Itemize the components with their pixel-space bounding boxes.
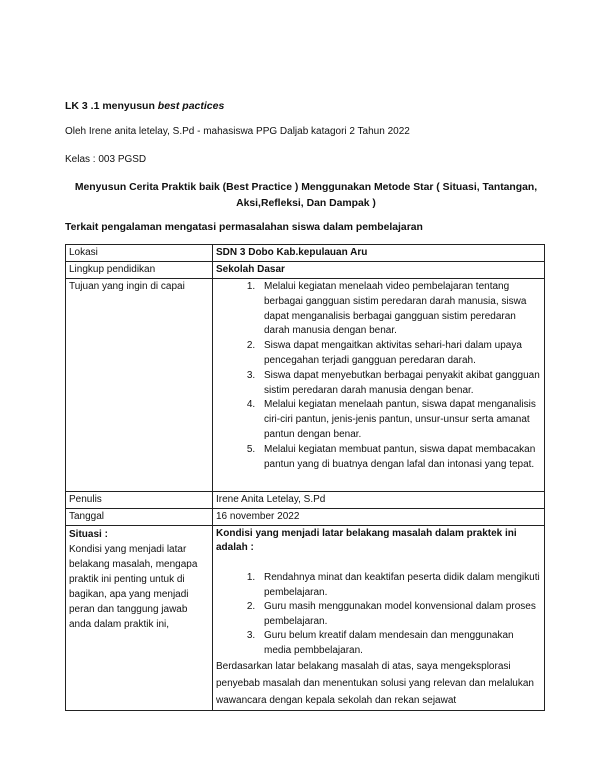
situasi-intro: Kondisi yang menjadi latar belakang masalah dalam praktek ini adalah : [216,528,517,554]
lokasi-value: SDN 3 Dobo Kab.kepulauan Aru [213,245,545,262]
situasi-item: 1. Rendahnya minat dan keaktifan peserta didik dalam mengikuti pembelajaran. [258,571,541,600]
tanggal-value: 16 november 2022 [213,509,545,526]
lingkup-value: Sekolah Dasar [213,262,545,279]
lokasi-label: Lokasi [66,245,213,262]
table-row-penulis [66,492,545,509]
tujuan-item: 4. Melalui kegiatan menelaah pantun, siswa dapat menganalisis ciri-ciri pantun, jenis-jenis pantun, unsur-unsur serta amanat pantun dengan benar. [258,398,541,442]
main-heading: Menyusun Cerita Praktik baik (Best Practice ) Menggunakan Metode Star ( Situasi, Tantangan, Aksi,Refleksi, Dan Dampak ) [74,182,538,209]
tujuan-item: 1. Melalui kegiatan menelaah video pembelajaran tentang berbagai gangguan sistim peredaran darah manusia, siswa dapat menganalisis berbagai gangguan sistim peredaran darah manusia dengan benar. [258,280,541,339]
situasi-value [213,526,545,711]
class-line: Kelas : 003 PGSD [65,154,147,165]
situasi-label-cell [66,526,213,711]
title-prefix: LK 3 .1 menyusun [65,100,158,112]
sub-heading: Terkait pengalaman mengatasi permasalahan siswa dalam pembelajaran [65,222,423,233]
table-row-tanggal [66,509,545,526]
lingkup-label: Lingkup pendidikan [66,262,213,279]
table-row-tujuan [66,279,545,492]
situasi-label: Situasi : [69,529,108,541]
table-row-lokasi [66,245,545,262]
situasi-list [216,571,541,658]
tujuan-item: 3. Siswa dapat menyebutkan berbagai penyakit akibat gangguan sistim peredaran darah manusia dengan benar. [258,369,541,399]
penulis-label: Penulis [66,492,213,509]
tanggal-label: Tanggal [66,509,213,526]
title-italic: best pactices [157,100,225,112]
tujuan-item: 2. Siswa dapat mengaitkan aktivitas sehari-hari dalam upaya pencegahan terjadi gangguan peredaran darah. [258,339,541,369]
table-row-lingkup [66,262,545,279]
situasi-item: 3. Guru belum kreatif dalam mendesain dan menggunakan media pembbelajaran. [258,629,541,658]
best-practice-table [65,244,545,711]
tujuan-list [216,280,541,472]
table-row-situasi [66,526,545,711]
author-line: Oleh Irene anita letelay, S.Pd - mahasiswa PPG Daljab katagori 2 Tahun 2022 [65,126,410,137]
tujuan-value [213,279,545,492]
tujuan-item: 5. Melalui kegiatan membuat pantun, siswa dapat membacakan pantun yang di buatnya dengan lafal dan intonasi yang tepat. [258,443,541,473]
penulis-value: Irene Anita Letelay, S.Pd [213,492,545,509]
tujuan-label: Tujuan yang ingin di capai [66,279,213,492]
situasi-item: 2. Guru masih menggunakan model konvensional dalam proses pembelajaran. [258,600,541,629]
situasi-paragraph: Berdasarkan latar belakang masalah di atas, saya mengeksplorasi penyebab masalah dan menentukan solusi yang relevan dan melalukan wawancara dengan kepala sekolah dan rekan sejawat [216,661,534,707]
document-title [65,99,224,113]
situasi-description: Kondisi yang menjadi latar belakang masalah, mengapa praktik ini penting untuk di bagikan, apa yang menjadi peran dan tanggung jawab anda dalam praktik ini, [69,544,198,631]
